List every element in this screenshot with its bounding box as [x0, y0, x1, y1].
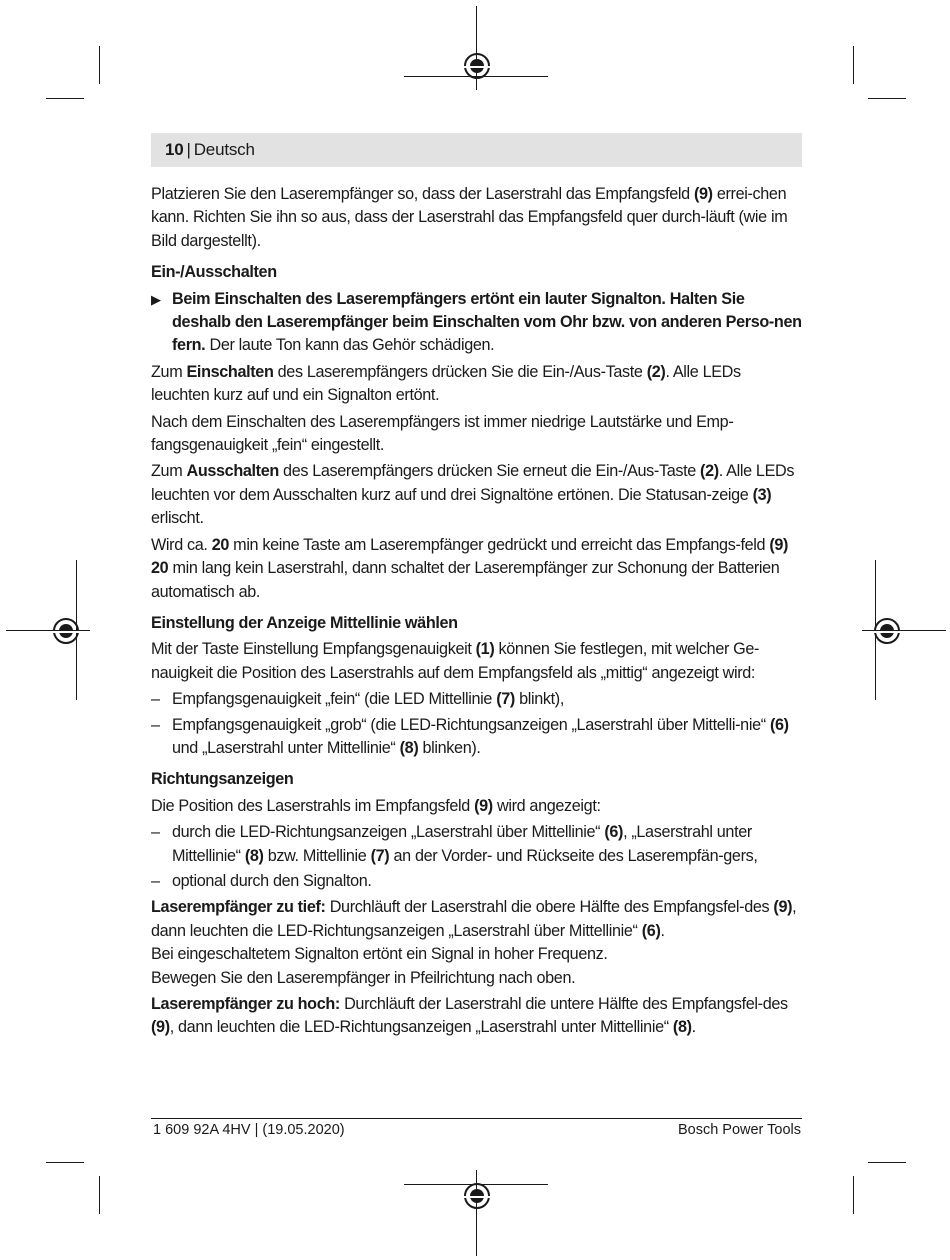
paragraph: Nach dem Einschalten des Laserempfängers ist immer niedrige Lautstärke und Emp-fangsgenauigkeit „fein“ eingestellt.	[151, 412, 734, 455]
crop-mark	[853, 1176, 854, 1214]
ref: (9)	[773, 898, 793, 917]
registration-target-icon	[464, 53, 490, 79]
text: bzw. Mittellinie	[263, 846, 371, 865]
main-content	[151, 183, 803, 1043]
page-header	[151, 133, 802, 167]
registration-target-icon	[464, 1183, 490, 1209]
ref: (8)	[672, 1018, 692, 1037]
text: . Alle LEDs leuchten vor dem Ausschalten kurz auf und drei Signaltöne ertönen. Die Statusan-zeige	[151, 462, 795, 504]
text: Mit der Taste Einstellung Empfangsgenauigkeit	[151, 640, 476, 659]
text: min keine Taste am Laserempfänger gedrückt und erreicht das Empfangs-feld	[229, 535, 770, 554]
text: Bei eingeschaltetem Signalton ertönt ein Signal in hoher Frequenz.	[151, 945, 608, 964]
text: Zum	[151, 462, 187, 481]
text: Empfangsgenauigkeit „grob“ (die LED-Richtungsanzeigen „Laserstrahl über Mittelli-nie“	[172, 715, 770, 734]
paragraph	[151, 795, 803, 818]
paragraph	[151, 361, 803, 408]
text: , dann leuchten die LED-Richtungsanzeigen „Laserstrahl unter Mittellinie“	[169, 1018, 673, 1037]
registration-target-icon	[874, 618, 900, 644]
paragraph	[151, 534, 803, 604]
header-language: Deutsch	[193, 140, 255, 159]
footer-brand: Bosch Power Tools	[677, 1122, 801, 1138]
crop-mark	[99, 46, 100, 84]
ref: (8)	[399, 738, 419, 757]
ref: (8)	[244, 846, 264, 865]
text: und „Laserstrahl unter Mittellinie“	[172, 738, 400, 757]
text: Zum	[151, 362, 187, 381]
text: , „Laserstrahl unter Mittellinie“	[172, 823, 752, 865]
text: . Alle LEDs leuchten kurz auf und ein Signalton ertönt.	[151, 362, 741, 405]
ref: 20	[211, 535, 230, 554]
warning-text: Der laute Ton kann das Gehör schädigen.	[205, 336, 495, 355]
text: Die Position des Laserstrahls im Empfangsfeld	[151, 796, 475, 815]
text: errei-chen kann. Richten Sie ihn so aus, dass der Laserstrahl das Empfangsfeld quer durch-läuft (wie im Bild dargestellt).	[151, 185, 788, 250]
ref: (9)	[693, 185, 713, 203]
text: an der Vorder- und Rückseite des Laserempfän-gers,	[389, 846, 758, 865]
warning-block	[151, 288, 803, 358]
list-item	[151, 714, 803, 761]
run-in-heading: Laserempfänger zu hoch:	[151, 995, 340, 1013]
ref: (3)	[752, 485, 772, 504]
ref: (6)	[604, 823, 624, 842]
paragraph	[151, 460, 803, 530]
ref: (7)	[370, 846, 390, 865]
warning-bold: Beim Einschalten des Laserempfängers ertönt ein lauter Signalton. Halten Sie deshalb den Laserempfänger beim Einschalten vom Ohr bzw. von anderen Perso-nen fern.	[172, 289, 802, 355]
ref: (9) 20	[151, 535, 789, 578]
footer-doc-id: 1 609 92A 4HV | (19.05.2020)	[153, 1122, 345, 1138]
section-heading-direction: Richtungsanzeigen	[151, 770, 294, 789]
text: Wird ca.	[151, 535, 212, 554]
text: des Laserempfängers drücken Sie erneut die Ein-/Aus-Taste	[278, 462, 701, 481]
list-item: – optional durch den Signalton.	[151, 870, 803, 893]
list	[151, 688, 803, 760]
text: können Sie festlegen, mit welcher Ge-nauigkeit die Position des Laserstrahls auf dem Empfangsfeld als „mittig“ angezeigt wird:	[151, 640, 760, 682]
crop-mark	[46, 1162, 84, 1163]
ref: Ausschalten	[186, 462, 279, 481]
text: blinken).	[418, 738, 481, 757]
text: .	[660, 921, 665, 940]
ref: (1)	[475, 640, 495, 659]
footer-divider	[151, 1118, 802, 1119]
run-in-heading: Laserempfänger zu tief:	[151, 898, 326, 917]
page-number: 10	[165, 140, 184, 159]
text: Empfangsgenauigkeit „fein“ (die LED Mittellinie	[172, 690, 497, 709]
text: , dann leuchten die LED-Richtungsanzeigen „Laserstrahl über Mittellinie“	[151, 898, 797, 940]
list-item	[151, 821, 803, 868]
text: .	[691, 1018, 696, 1037]
list-item	[151, 688, 803, 711]
paragraph	[151, 896, 803, 990]
ref: (6)	[769, 715, 789, 734]
section-heading-center-line: Einstellung der Anzeige Mittellinie wählen	[151, 613, 458, 632]
section-heading-power: Ein-/Ausschalten	[151, 263, 277, 282]
text: Bewegen Sie den Laserempfänger in Pfeilrichtung nach oben.	[151, 968, 576, 987]
ref: (2)	[700, 462, 719, 481]
crop-mark	[46, 98, 84, 99]
crop-mark	[99, 1176, 100, 1214]
ref: (9)	[151, 1018, 170, 1037]
intro-paragraph	[151, 183, 803, 253]
text: Platzieren Sie den Laserempfänger so, dass der Laserstrahl das Empfangsfeld	[151, 185, 694, 203]
list	[151, 821, 803, 893]
crop-mark	[853, 46, 854, 84]
ref: (6)	[641, 921, 661, 940]
text: erlischt.	[151, 509, 204, 528]
ref: (7)	[496, 690, 515, 709]
ref: (2)	[646, 362, 666, 381]
crop-mark	[868, 1162, 906, 1163]
text: min lang kein Laserstrahl, dann schaltet der Laserempfänger zur Schonung der Batterien automatisch ab.	[151, 559, 780, 601]
crop-mark	[868, 98, 906, 99]
ref: Einschalten	[186, 362, 274, 381]
registration-target-icon	[53, 618, 79, 644]
ref: (9)	[474, 796, 493, 815]
paragraph	[151, 993, 803, 1040]
text: durch die LED-Richtungsanzeigen „Laserstrahl über Mittellinie“	[172, 823, 605, 842]
text: wird angezeigt:	[492, 796, 601, 815]
text: Durchläuft der Laserstrahl die untere Hälfte des Empfangsfel-des	[339, 995, 788, 1013]
text: blinkt),	[514, 690, 564, 709]
header-separator: |	[186, 140, 191, 159]
paragraph	[151, 638, 803, 685]
text: Durchläuft der Laserstrahl die obere Hälfte des Empfangsfel-des	[325, 898, 774, 917]
text: des Laserempfängers drücken Sie die Ein-/Aus-Taste	[273, 362, 647, 381]
arrow-right-icon: ▶	[151, 291, 161, 307]
